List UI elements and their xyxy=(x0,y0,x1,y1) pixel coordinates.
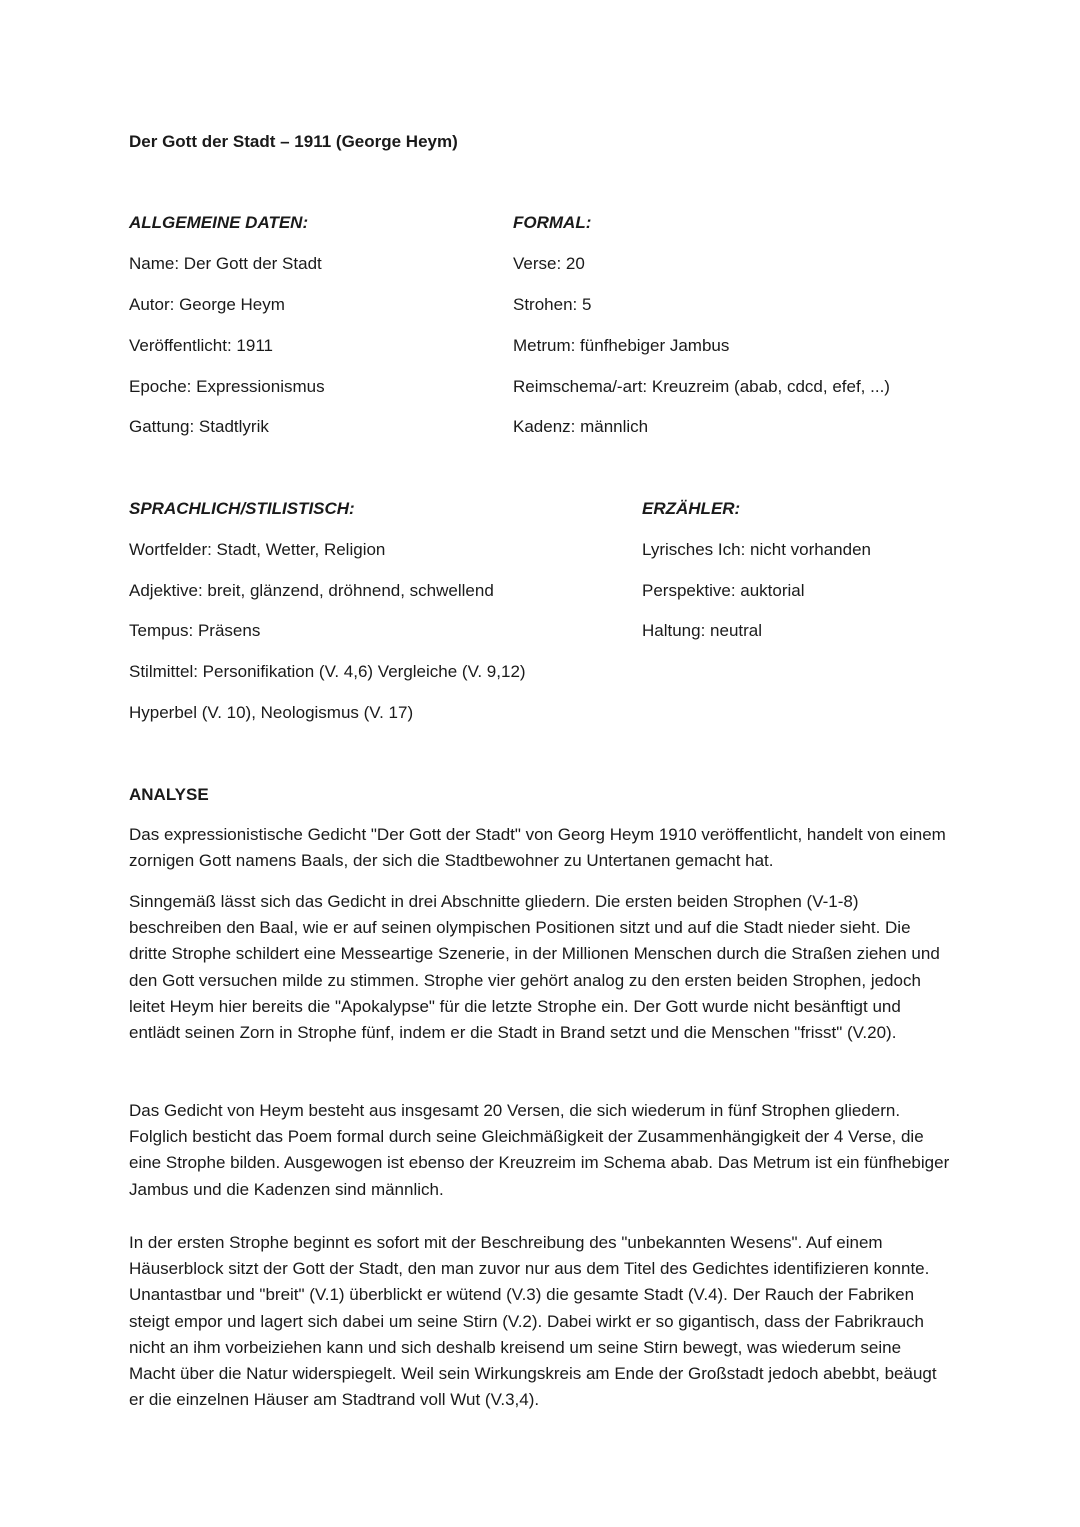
section-heading-sprachlich: SPRACHLICH/STILISTISCH: xyxy=(129,499,355,518)
sprache-wortfelder: Wortfelder: Stadt, Wetter, Religion xyxy=(129,540,386,559)
analyse-paragraph-4: In der ersten Strophe beginnt es sofort mit der Beschreibung des "unbekannten Wesens". Auf einem Häuserblock sitzt der Gott der Stadt, den man zuvor nur aus dem Titel des Gedichtes identifizieren konnte. Unantastbar und "breit" (V.1) überblickt er wütend (V.3) die gesamte Stadt (V.4). Der Rauch der Fabriken steigt empor und lagert sich dabei um seine Stirn (V.2). Dabei wirkt er so gigantisch, dass der Fabrikrauch nicht an ihm vorbeiziehen kann und sich deshalb kreisend um seine Stirn bewegt, was wiederum seine Macht über die Natur widerspiegelt. Weil sein Wirkungskreis am Ende der Großstadt jedoch abebbt, beäugt er die einzelnen Häuser am Stadtrand voll Wut (V.3,4). xyxy=(129,1233,937,1410)
sprache-stilmittel: Stilmittel: Personifikation (V. 4,6) Vergleiche (V. 9,12) xyxy=(129,662,526,681)
info-veroeffentlicht: Veröffentlicht: 1911 xyxy=(129,336,273,355)
info-epoche: Epoche: Expressionismus xyxy=(129,377,325,396)
formal-reimschema: Reimschema/-art: Kreuzreim (abab, cdcd, efef, ...) xyxy=(513,377,890,396)
formal-kadenz: Kadenz: männlich xyxy=(513,417,649,436)
sprache-tempus: Tempus: Präsens xyxy=(129,621,261,640)
erzaehler-lyrisches-ich: Lyrisches Ich: nicht vorhanden xyxy=(642,540,871,559)
section-heading-allgemein: ALLGEMEINE DATEN: xyxy=(129,213,309,232)
formal-verse: Verse: 20 xyxy=(513,254,585,273)
analyse-paragraph-3: Das Gedicht von Heym besteht aus insgesamt 20 Versen, die sich wiederum in fünf Strophen gliedern. Folglich besticht das Poem formal durch seine Gleichmäßigkeit der Zusammenhängigkeit der 4 Verse, die eine Strophe bilden. Ausgewogen ist ebenso der Kreuzreim im Schema abab. Das Metrum ist ein fünfhebiger Jambus und die Kadenzen sind männlich. xyxy=(129,1101,950,1199)
analyse-paragraph-2: Sinngemäß lässt sich das Gedicht in drei Abschnitte gliedern. Die ersten beiden Strophen (V-1-8) beschreiben den Baal, wie er auf seinen olympischen Positionen sitzt und auf die Stadt nieder sieht. Die dritte Strophe schildert eine Messeartige Szenerie, in der Millionen Menschen durch die Straßen ziehen und den Gott versuchen milde zu stimmen. Strophe vier gehört analog zu den ersten beiden Strophen, jedoch leitet Heym hier bereits die "Apokalypse" für die letzte Strophe ein. Der Gott wurde nicht besänftigt und entlädt seinen Zorn in Strophe fünf, indem er die Stadt in Brand setzt und die Menschen "frisst" (V.20). xyxy=(129,892,940,1043)
section-heading-erzaehler: ERZÄHLER: xyxy=(642,499,741,518)
info-autor: Autor: George Heym xyxy=(129,295,285,314)
section-heading-analyse: ANALYSE xyxy=(129,785,209,804)
info-name: Name: Der Gott der Stadt xyxy=(129,254,322,273)
erzaehler-perspektive: Perspektive: auktorial xyxy=(642,581,805,600)
formal-metrum: Metrum: fünfhebiger Jambus xyxy=(513,336,730,355)
sprache-stilmittel-cont: Hyperbel (V. 10), Neologismus (V. 17) xyxy=(129,703,414,722)
analyse-paragraph-1: Das expressionistische Gedicht "Der Gott der Stadt" von Georg Heym 1910 veröffentlicht, handelt von einem zornigen Gott namens Baals, der sich die Stadtbewohner zu Untertanen gemacht hat. xyxy=(129,825,946,871)
document-title: Der Gott der Stadt – 1911 (George Heym) xyxy=(129,132,458,151)
erzaehler-haltung: Haltung: neutral xyxy=(642,621,763,640)
sprache-adjektive: Adjektive: breit, glänzend, dröhnend, schwellend xyxy=(129,581,494,600)
section-heading-formal: FORMAL: xyxy=(513,213,592,232)
formal-strophen: Strohen: 5 xyxy=(513,295,592,314)
info-gattung: Gattung: Stadtlyrik xyxy=(129,417,269,436)
